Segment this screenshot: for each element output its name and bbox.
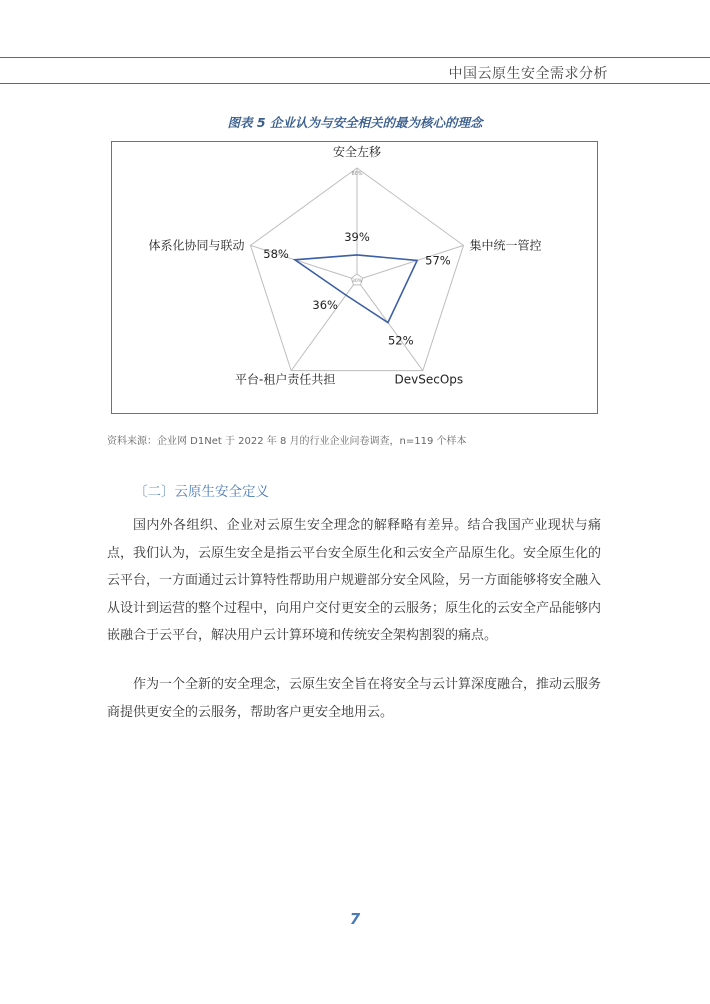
- radar-category-label: 平台-租户责任共担: [234, 372, 336, 387]
- source-note: 资料来源：企业网 D1Net 于 2022 年 8 月的行业企业问卷调查，n=119 个样本: [107, 436, 467, 447]
- radar-value-label: 39%: [344, 229, 370, 244]
- radar-spoke: [361, 285, 423, 371]
- header-rule-bottom: [0, 83, 710, 84]
- radar-value-label: 36%: [312, 298, 338, 313]
- header-rule-top: [0, 57, 710, 58]
- paragraph-2: 作为一个全新的安全理念，云原生安全旨在将安全与云计算深度融合，推动云服务商提供更安全的云服务，帮助客户更安全地用云。: [107, 677, 602, 720]
- radar-value-label: 52%: [387, 333, 414, 348]
- radar-value-label: 58%: [263, 246, 289, 261]
- radar-value-label: 57%: [425, 253, 451, 268]
- radar-chart: [111, 141, 598, 414]
- radar-category-label: DevSecOps: [394, 372, 464, 387]
- radar-category-label: 安全左移: [332, 145, 382, 159]
- radar-series-line: [295, 255, 417, 323]
- radar-category-label: 体系化协同与联动: [148, 238, 245, 253]
- section-title: 〔二〕云原生安全定义: [134, 484, 269, 500]
- radar-category-label: 集中统一管控: [469, 238, 542, 253]
- header-title: 中国云原生安全需求分析: [448, 66, 608, 82]
- page-number: 7: [349, 910, 361, 928]
- radar-scale-max: 80%: [351, 171, 363, 177]
- figure-caption: 图表 5 企业认为与安全相关的最为核心的理念: [227, 115, 483, 130]
- paragraph-1: 国内外各组织、企业对云原生安全理念的解释略有差异。结合我国产业现状与痛点，我们认为，云原生安全是指云平台安全原生化和云安全产品原生化。安全原生化的云平台，一方面通过云计算特性帮助用户规避部分安全风险，另一方面能够将安全融入从设计到运营的整个过程中，向用户交付更安全的云服务；原生化的云安全产品能够内嵌融合于云平台，解决用户云计算环境和传统安全架构割裂的痛点。: [107, 518, 602, 643]
- radar-chart-svg: [112, 142, 599, 415]
- radar-scale-min: 30%: [351, 279, 363, 284]
